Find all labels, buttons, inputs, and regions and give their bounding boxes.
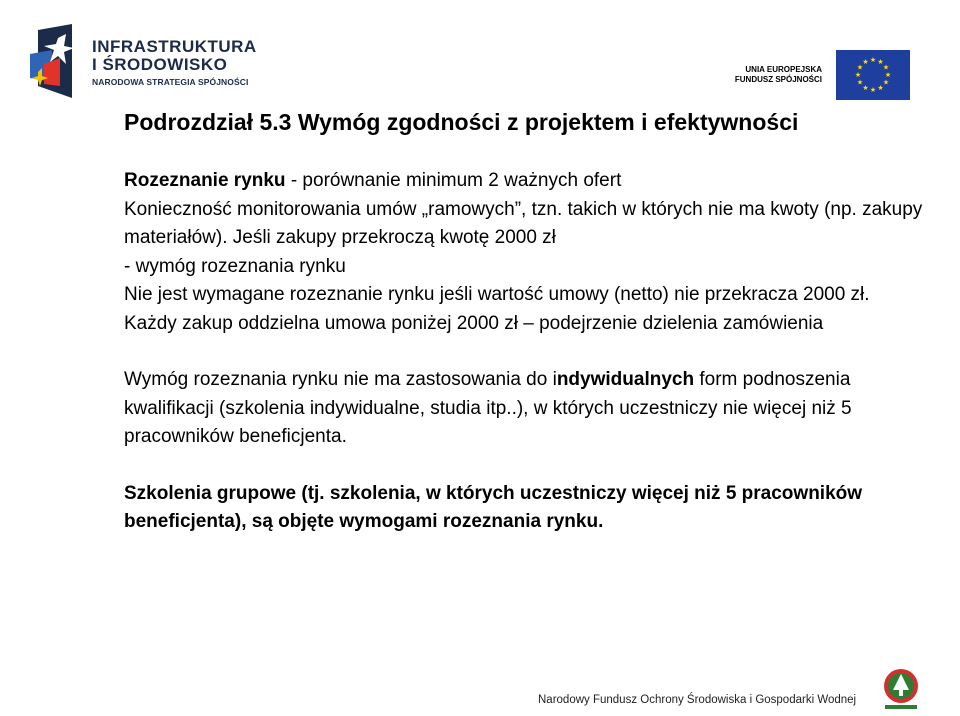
spacer <box>124 452 924 480</box>
svg-text:★: ★ <box>877 84 884 92</box>
paragraph-szkolenia-grupowe: Szkolenia grupowe (tj. szkolenia, w których uczestniczy więcej niż 5 pracowników beneficjenta), są objęte wymogami rozeznania rynku. <box>124 482 863 532</box>
svg-text:★: ★ <box>856 78 864 87</box>
rozeznanie-label: Rozeznanie rynku <box>124 170 286 191</box>
paragraph-wymog: - wymóg rozeznania rynku <box>124 255 346 277</box>
svg-text:★: ★ <box>882 78 890 87</box>
indywidualne-text-a: Wymóg rozeznania rynku nie ma zastosowania do i <box>124 369 557 390</box>
svg-text:★: ★ <box>877 58 884 66</box>
svg-text:★: ★ <box>884 71 892 79</box>
eu-logo <box>650 50 910 100</box>
infrastruktura-logo-icon <box>30 24 82 98</box>
paragraph-kazdy-zakup: Każdy zakup oddzielna umowa poniżej 2000 zł – podejrzenie dzielenia zamówienia <box>124 312 824 334</box>
slide-body <box>124 167 924 537</box>
logo-line-2: I ŚRODOWISKO <box>92 55 228 74</box>
svg-text:★: ★ <box>856 63 864 72</box>
infrastruktura-logo <box>30 24 270 98</box>
logo-line-3: NARODOWA STRATEGIA SPÓJNOŚCI <box>92 77 249 87</box>
paragraph-rozeznanie <box>124 167 924 196</box>
spacer <box>124 338 924 366</box>
indywidualne-text-b: form podnoszenia kwalifikacji (szkolenia indywidualne, studia itp..), w których uczestniczy nie więcej niż 5 pracowników beneficjenta. <box>124 369 852 447</box>
indywidualne-bold: ndywidualnych <box>556 369 695 390</box>
nfosigw-logo-icon <box>881 668 921 710</box>
svg-text:★: ★ <box>869 86 877 94</box>
eu-flag-icon <box>836 50 910 100</box>
svg-text:★: ★ <box>869 56 877 64</box>
footer-text: Narodowy Fundusz Ochrony Środowiska i Gospodarki Wodnej <box>538 694 857 706</box>
paragraph-nie-wymagane: Nie jest wymagane rozeznanie rynku jeśli wartość umowy (netto) nie przekracza 2000 zł. <box>124 284 870 305</box>
paragraph-indywidualne <box>124 366 924 452</box>
eu-line-1: UNIA EUROPEJSKA <box>745 65 822 74</box>
logo-line-1: INFRASTRUKTURA <box>92 37 257 56</box>
rozeznanie-text: - porównanie minimum 2 ważnych ofert <box>285 170 622 191</box>
eu-line-2: FUNDUSZ SPÓJNOŚCI <box>734 75 822 84</box>
svg-text:★: ★ <box>862 58 869 66</box>
logo-text <box>92 38 257 87</box>
svg-text:★: ★ <box>854 71 862 79</box>
paragraph-umowy-ramowe: Konieczność monitorowania umów „ramowych”, tzn. takich w których nie ma kwoty (np. zakupy materiałów). Jeśli zakupy przekroczą kwotę 2000 zł <box>124 198 923 248</box>
eu-text <box>735 65 822 85</box>
page-title: Podrozdział 5.3 Wymóg zgodności z projektem i efektywności <box>124 109 799 135</box>
svg-text:★: ★ <box>882 63 890 72</box>
svg-text:★: ★ <box>862 84 869 92</box>
